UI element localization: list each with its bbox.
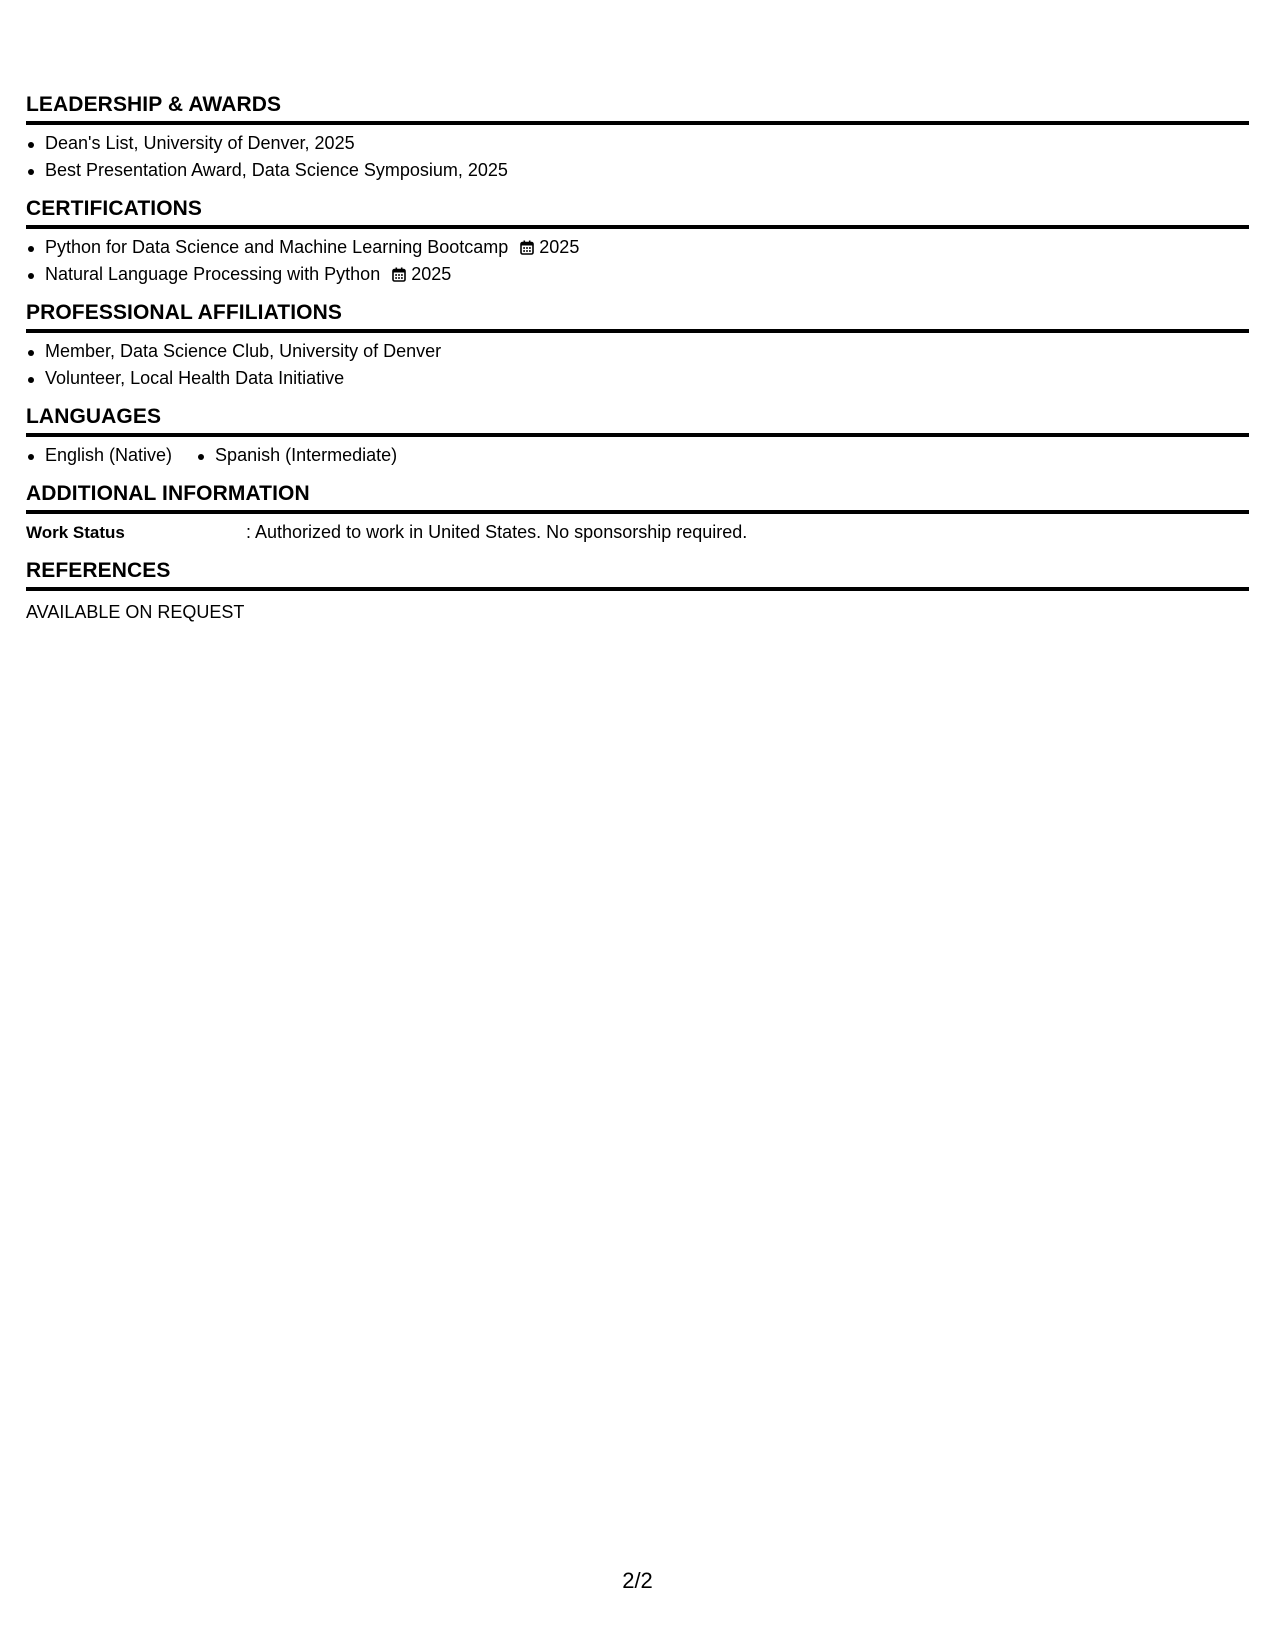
affiliations-list	[26, 338, 1249, 392]
certification-year: 2025	[411, 264, 452, 284]
section-languages	[26, 404, 1249, 469]
section-additional-information	[26, 481, 1249, 546]
list-item: English (Native)	[26, 442, 172, 469]
section-leadership-awards	[26, 92, 1249, 184]
languages-list	[26, 442, 1249, 469]
section-title-languages: LANGUAGES	[26, 404, 1249, 437]
calendar-icon	[520, 240, 534, 255]
section-title-certifications: CERTIFICATIONS	[26, 196, 1249, 229]
section-certifications	[26, 196, 1249, 288]
work-status-row	[26, 519, 1249, 546]
work-status-label: Work Status	[26, 523, 125, 542]
certification-name: Natural Language Processing with Python	[45, 264, 381, 284]
leadership-list	[26, 130, 1249, 184]
certification-year: 2025	[539, 237, 580, 257]
list-item	[26, 261, 1249, 288]
references-text: AVAILABLE ON REQUEST	[26, 602, 245, 622]
section-title-references: REFERENCES	[26, 558, 1249, 591]
section-title-leadership: LEADERSHIP & AWARDS	[26, 92, 1249, 125]
list-item	[26, 234, 1249, 261]
section-professional-affiliations	[26, 300, 1249, 392]
list-item: Volunteer, Local Health Data Initiative	[26, 365, 1249, 392]
certifications-list	[26, 234, 1249, 288]
page-number: 2/2	[622, 1568, 653, 1593]
resume-page	[26, 92, 1249, 638]
section-title-additional: ADDITIONAL INFORMATION	[26, 481, 1249, 514]
section-references	[26, 558, 1249, 626]
section-title-affiliations: PROFESSIONAL AFFILIATIONS	[26, 300, 1249, 333]
calendar-icon	[392, 267, 406, 282]
list-item: Spanish (Intermediate)	[196, 442, 397, 469]
list-item: Best Presentation Award, Data Science Symposium, 2025	[26, 157, 1249, 184]
work-status-value: : Authorized to work in United States. No sponsorship required.	[246, 522, 748, 542]
list-item: Member, Data Science Club, University of Denver	[26, 338, 1249, 365]
certification-name: Python for Data Science and Machine Learning Bootcamp	[45, 237, 509, 257]
list-item: Dean's List, University of Denver, 2025	[26, 130, 1249, 157]
